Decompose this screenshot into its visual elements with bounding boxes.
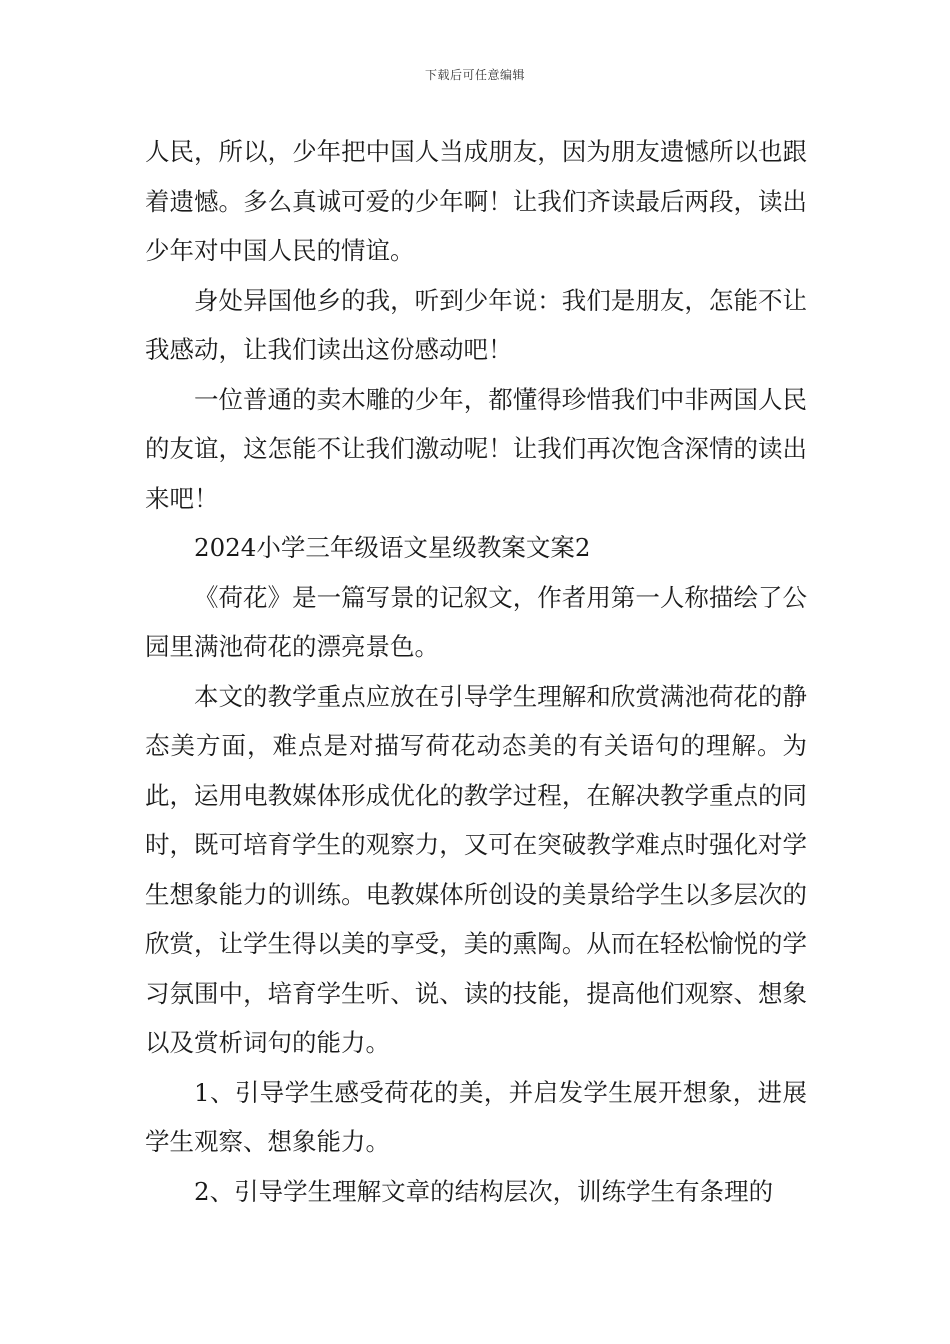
list-item: 2、引导学生理解文章的结构层次，训练学生有条理的 bbox=[194, 1176, 774, 1206]
paragraph: 本文的教学重点应放在引导学生理解和欣赏满池荷花的静态美方面，难点是对描写荷花动态美的有关语句的理解。为此，运用电教媒体形成优化的教学过程，在解决教学重点的同时，既可培育学生的观察力，又可在突破教学难点时强化对学生想象能力的训练。电教媒体所创设的美景给学生以多层次的欣赏，让学生得以美的享受，美的熏陶。从而在轻松愉悦的学习氛围中，培育学生听、说、读的技能，提高他们观察、想象以及赏析词句的能力。 bbox=[145, 681, 807, 1057]
paragraph: 身处异国他乡的我，听到少年说：我们是朋友，怎能不让我感动，让我们读出这份感动吧！ bbox=[145, 285, 807, 364]
list-item: 1、引导学生感受荷花的美，并启发学生展开想象，进展学生观察、想象能力。 bbox=[145, 1077, 807, 1156]
paragraph: 《荷花》是一篇写景的记叙文，作者用第一人称描绘了公园里满池荷花的漂亮景色。 bbox=[145, 582, 807, 661]
paragraph: 一位普通的卖木雕的少年，都懂得珍惜我们中非两国人民的友谊，这怎能不让我们激动呢！让我们再次饱含深情的读出来吧！ bbox=[145, 384, 807, 513]
document-body bbox=[145, 127, 807, 1216]
paragraph: 人民，所以，少年把中国人当成朋友，因为朋友遗憾所以也跟着遗憾。多么真诚可爱的少年啊！让我们齐读最后两段，读出少年对中国人民的情谊。 bbox=[145, 137, 807, 265]
section-title: 2024小学三年级语文星级教案文案2 bbox=[194, 533, 591, 562]
page-header: 下载后可任意编辑 bbox=[424, 68, 525, 82]
